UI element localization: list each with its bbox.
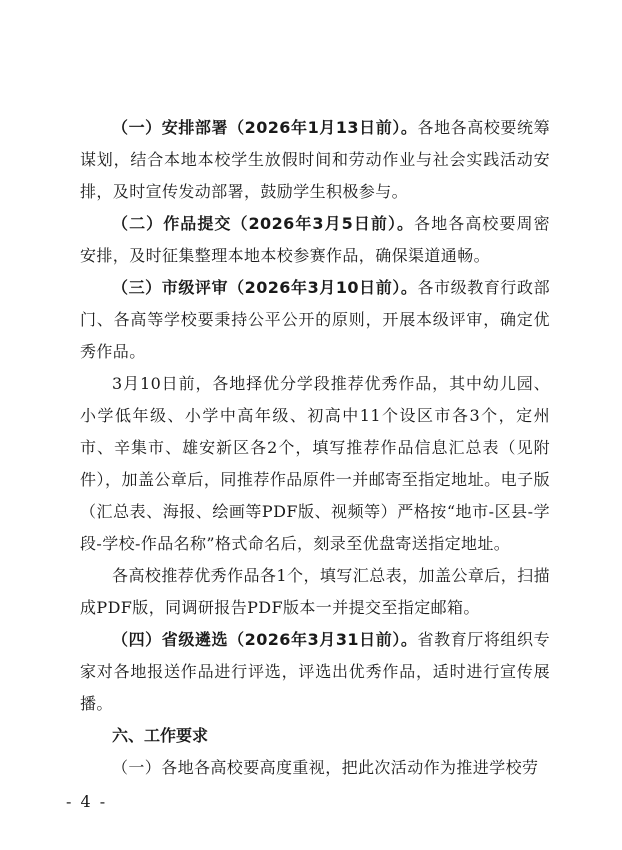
- paragraph-provincial-selection: [80, 624, 550, 720]
- paragraph-city-review: [80, 272, 550, 368]
- paragraph-text: 省教育厅将组织专家对各地报送作品进行评选，评选出优秀作品，适时进行宣传展播。: [80, 630, 550, 713]
- paragraph-text: 各地各高校要统筹谋划，结合本地本校学生放假时间和劳动作业与社会实践活动安排，及时宣传发动部署，鼓励学生积极参与。: [80, 118, 550, 201]
- paragraph-university-recommendation: [80, 560, 550, 624]
- paragraph-text: 各地各高校要高度重视，把此次活动作为推进学校劳: [161, 758, 539, 777]
- paragraph-text: 各地各高校要周密安排，及时征集整理本地本校参赛作品，确保渠道通畅。: [80, 214, 550, 265]
- paragraph-lead: （一）安排部署（2026年1月13日前）。: [112, 118, 418, 137]
- paragraph-arrangement: [80, 112, 550, 208]
- paragraph-text: 各高校推荐优秀作品各1个，填写汇总表，加盖公章后，扫描成PDF版，同调研报告PDF版本一并提交至指定邮箱。: [80, 566, 550, 617]
- paragraph-text: 3月10日前，各地择优分学段推荐优秀作品，其中幼儿园、小学低年级、小学中高年级、初高中11个设区市各3个，定州市、辛集市、雄安新区各2个，填写推荐作品信息汇总表（见附件），加盖公章后，同推荐作品原件一并邮寄至指定地址。电子版（汇总表、海报、绘画等PDF版、视频等）严格按“地市-区县-学段-学校-作品名称”格式命名后，刻录至优盘寄送指定地址。: [80, 374, 550, 553]
- section-heading: 六、工作要求: [112, 726, 209, 745]
- paragraph-text: 各市级教育行政部门、各高等学校要秉持公平公开的原则，开展本级评审，确定优秀作品。: [80, 278, 550, 361]
- paragraph-recommendation: [80, 368, 550, 560]
- paragraph-lead: （四）省级遴选（2026年3月31日前）。: [112, 630, 418, 649]
- paragraph-lead: （三）市级评审（2026年3月10日前）。: [112, 278, 418, 297]
- paragraph-lead: （二）作品提交（2026年3月5日前）。: [112, 214, 415, 233]
- page-number: - 4 -: [66, 792, 108, 811]
- paragraph-submission: [80, 208, 550, 272]
- document-body: [80, 112, 550, 784]
- paragraph-work-requirements: [80, 752, 550, 784]
- paragraph-lead: （一）: [112, 758, 162, 777]
